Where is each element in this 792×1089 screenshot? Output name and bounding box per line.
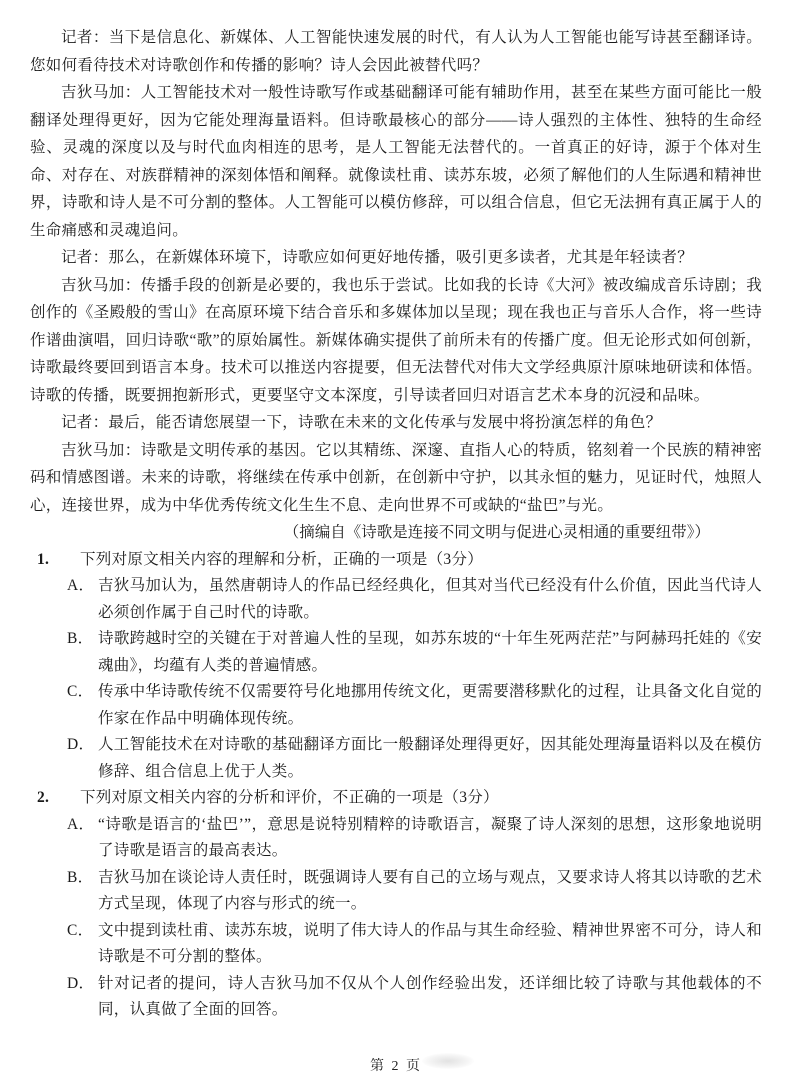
option-label: D． [67,974,95,992]
option-row [67,679,762,732]
option-label: A． [67,815,95,833]
paragraph-text: 当下是信息化、新媒体、人工智能快速发展的时代，有人认为人工智能也能写诗甚至翻译诗。您如何看待技术对诗歌创作和传播的影响？诗人会因此被替代吗？ [30,29,762,74]
option-label: C． [67,921,94,939]
option-row [67,812,762,865]
option-row [67,732,762,785]
passage-paragraph [30,24,762,79]
question-stem-row [30,547,762,574]
option-label: B． [67,868,94,886]
passage-attribution: （摘编自《诗歌是连接不同文明与促进心灵相通的重要纽带》） [283,524,710,541]
paragraph-text: 诗歌是文明传承的基因。它以其精练、深邃、直指人心的特质，铭刻着一个民族的精神密码和情感图谱。未来的诗歌，将继续在传承中创新，在创新中守护，以其永恒的魅力，见证时代，烛照人心，连接世界，成为中华优秀传统文化生生不息、走向世界不可或缺的“盐巴”与光。 [30,441,762,514]
question-number: 2. [37,789,50,806]
option-text: 吉狄马加认为，虽然唐朝诗人的作品已经经典化，但其对当代已经没有什么价值，因此当代诗人必须创作属于自己时代的诗歌。 [98,577,762,621]
option-row [67,573,762,626]
option-row [67,626,762,679]
question-list [30,547,762,1024]
option-label: D． [67,736,95,753]
question-1 [30,547,762,786]
option-text: “诗歌是语言的‘盐巴’”，意思是说特别精粹的诗歌语言，凝聚了诗人深刻的思想，这形象地说明了诗歌是语言的最高表达。 [98,815,762,859]
option-text: 人工智能技术在对诗歌的基础翻译方面比一般翻译处理得更好，因其能处理海量语料以及在模仿修辞、组合信息上优于人类。 [98,736,762,780]
page-number: 第 2 页 [370,1059,422,1074]
passage-paragraph [30,272,762,410]
paragraph-text: 那么，在新媒体环境下，诗歌应如何更好地传播，吸引更多读者，尤其是年轻读者？ [108,249,694,266]
option-label: A． [67,577,95,594]
question-stem: 下列对原文相关内容的分析和评价，不正确的一项是（3分） [80,789,499,806]
option-text: 传承中华诗歌传统不仅需要符号化地挪用传统文化，更需要潜移默化的过程，让具备文化自觉的作家在作品中明确体现传统。 [98,683,762,727]
interview-passage [30,24,762,547]
passage-paragraph [30,437,762,520]
paragraph-text: 传播手段的创新是必要的，我也乐于尝试。比如我的长诗《大河》被改编成音乐诗剧；我创作的《圣殿般的雪山》在高原环境下结合音乐和多媒体加以呈现；现在我也正与音乐人合作，将一些诗作谱曲演唱，回归诗歌“歌”的原始属性。新媒体确实提供了前所未有的传播广度。但无论形式如何创新，诗歌最终要回到语言本身。技术可以推送内容提要，但无法替代对伟大文学经典原汁原味地研读和体悟。诗歌的传播，既要拥抱新形式，更要坚守文本深度，引导读者回归对语言艺术本身的沉浸和品味。 [30,276,762,404]
paragraph-text: 人工智能技术对一般性诗歌写作或基础翻译可能有辅助作用，甚至在某些方面可能比一般翻译处理得更好，因为它能处理海量语料。但诗歌最核心的部分——诗人强烈的主体性、独特的生命经验、灵魂的深度以及与时代血肉相连的思考，是人工智能无法替代的。一首真正的好诗，源于个体对生命、对存在、对族群精神的深刻体悟和阐释。就像读杜甫、读苏东坡，必须了解他们的人生际遇和精神世界，诗歌和诗人是不可分割的整体。人工智能可以模仿修辞，可以组合信息，但它无法拥有真正属于人的生命痛感和灵魂追问。 [30,84,762,239]
speaker-label: 吉狄马加： [61,84,141,101]
passage-paragraph [30,244,762,272]
option-row [67,865,762,918]
option-text: 诗歌跨越时空的关键在于对普遍人性的呈现，如苏东坡的“十年生死两茫茫”与阿赫玛托娃的《安魂曲》，均蕴有人类的普遍情感。 [98,630,762,674]
option-row [67,971,762,1024]
question-number: 1. [37,550,50,568]
option-text: 针对记者的提问，诗人吉狄马加不仅从个人创作经验出发，还详细比较了诗歌与其他载体的不同，认真做了全面的回答。 [98,974,762,1018]
question-stem-row [30,785,762,812]
speaker-label: 记者： [61,249,109,266]
passage-paragraph [30,79,762,244]
option-label: C． [67,683,94,700]
speaker-label: 记者： [61,29,109,46]
speaker-label: 吉狄马加： [61,276,141,294]
option-label: B． [67,630,94,647]
passage-paragraph [30,409,762,437]
question-stem: 下列对原文相关内容的理解和分析，正确的一项是（3分） [80,550,484,568]
paragraph-text: 最后，能否请您展望一下，诗歌在未来的文化传承与发展中将扮演怎样的角色？ [108,414,662,431]
option-text: 吉狄马加在谈论诗人责任时，既强调诗人要有自己的立场与观点，又要求诗人将其以诗歌的艺术方式呈现，体现了内容与形式的统一。 [98,868,762,912]
option-text: 文中提到读杜甫、读苏东坡，说明了伟大诗人的作品与其生命经验、精神世界密不可分，诗人和诗歌是不可分割的整体。 [98,921,762,965]
option-row [67,918,762,971]
speaker-label: 吉狄马加： [61,441,141,459]
question-2 [30,785,762,1024]
speaker-label: 记者： [61,414,109,431]
